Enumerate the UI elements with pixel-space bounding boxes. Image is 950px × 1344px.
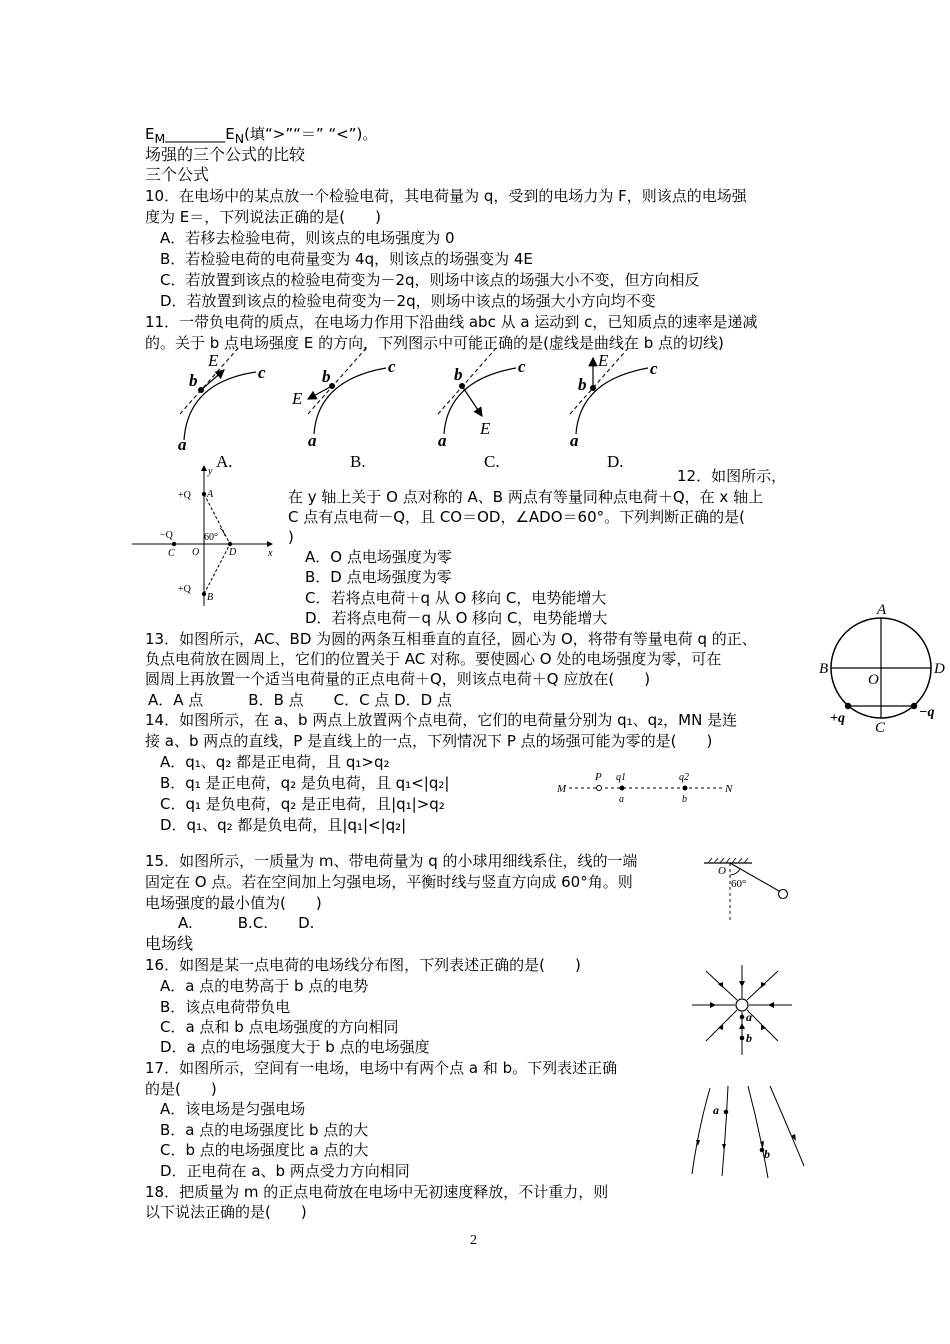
svg-text:A: A: [207, 489, 214, 500]
svg-text:E: E: [480, 419, 491, 438]
svg-text:N: N: [725, 783, 733, 795]
q14-stem-1: 14．如图所示，在 a、b 两点上放置两个点电荷，它们的电荷量分别为 q₁、q₂，MN 是连: [145, 711, 738, 729]
svg-text:b: b: [578, 375, 587, 394]
q13-stem-1: 13．如图所示，AC、BD 为圆的两条互相垂直的直径，圆心为 O，将带有等量电荷 q 的正、: [145, 630, 757, 648]
svg-text:C: C: [875, 720, 886, 736]
svg-text:−Q: −Q: [160, 530, 173, 541]
svg-text:O: O: [718, 865, 726, 877]
q16-stem: 16．如图是某一点电荷的电场线分布图，下列表述正确的是( ): [145, 956, 581, 974]
svg-text:+Q: +Q: [178, 490, 191, 501]
svg-text:O: O: [192, 547, 200, 558]
svg-text:y: y: [208, 466, 213, 477]
q11-figure-b: [291, 346, 396, 450]
svg-text:B: B: [207, 592, 214, 603]
q11-figures: [172, 352, 672, 452]
svg-text:E: E: [208, 351, 219, 370]
q16-option-a: A．a 点的电势高于 b 点的电势: [160, 977, 369, 995]
q14-option-d: D．q₁、q₂ 都是负电荷，且|q₁|<|q₂|: [160, 816, 407, 834]
section-heading-three-formulas: 三个公式: [145, 165, 210, 184]
q16-figure: [688, 963, 798, 1058]
svg-text:b: b: [764, 1147, 770, 1161]
q10-stem-2: 度为 E＝，下列说法正确的是( ): [145, 208, 381, 226]
q12-stem-1: 在 y 轴上关于 O 点对称的 A、B 两点有等量同种点电荷＋Q，在 x 轴上: [288, 488, 764, 506]
q13-stem-3: 圆周上再放置一个适当电荷量的正点电荷＋Q，则该点电荷＋Q 应放在( ): [145, 670, 651, 688]
q11-stem-1: 11．一带负电荷的质点，在电场力作用下沿曲线 abc 从 a 运动到 c，已知质点的速率是递减: [145, 313, 758, 331]
q17-figure: [686, 1080, 811, 1180]
q10-option-d: D．若放置到该点的检验电荷变为－2q，则场中该点的场强大小方向均不变: [160, 292, 656, 310]
q14-option-b: B．q₁ 是正电荷，q₂ 是负电荷，且 q₁<|q₂|: [160, 774, 450, 792]
q13-options: A．A 点 B．B 点 C．C 点 D．D 点: [148, 691, 452, 709]
svg-text:E: E: [292, 389, 303, 408]
q12-option-a: A．O 点电场强度为零: [305, 548, 452, 566]
q11-stem-2: 的。关于 b 点电场强度 E 的方向，下列图示中可能正确的是(虚线是曲线在 b 点的切线): [145, 334, 724, 352]
q12-stem-2: C 点有点电荷－Q，且 CO＝OD，∠ADO＝60°。下列判断正确的是(: [288, 508, 745, 526]
page-number: 2: [470, 1233, 477, 1248]
svg-text:q1: q1: [616, 772, 626, 783]
q17-option-d: D．正电荷在 a、b 两点受力方向相同: [160, 1162, 410, 1180]
q16-option-d: D．a 点的电场强度大于 b 点的电场强度: [160, 1038, 430, 1056]
svg-text:a: a: [570, 431, 579, 450]
q17-option-a: A．该电场是匀强电场: [160, 1100, 306, 1118]
svg-text:a: a: [713, 1103, 719, 1117]
svg-text:D: D: [229, 547, 237, 558]
q15-stem-2: 固定在 O 点。若在空间加上匀强电场，平衡时线与竖直方向成 60°角。则: [145, 873, 633, 891]
svg-text:a: a: [438, 431, 447, 450]
svg-text:+Q: +Q: [178, 584, 191, 595]
q16-option-c: C．a 点和 b 点电场强度的方向相同: [160, 1018, 399, 1036]
svg-text:q2: q2: [679, 772, 689, 783]
svg-text:60°: 60°: [731, 878, 747, 890]
svg-text:b: b: [454, 365, 463, 384]
q11-figure-a: [178, 346, 266, 454]
q12-option-c: C．若将点电荷＋q 从 O 移向 C，电势能增大: [305, 589, 607, 607]
q11-figure-d: [570, 346, 658, 450]
svg-text:M: M: [557, 783, 567, 795]
q15-stem-1: 15．如图所示，一质量为 m、带电荷量为 q 的小球用细线系住，线的一端: [145, 852, 638, 870]
svg-text:c: c: [518, 357, 526, 376]
q11-figure-c: [438, 346, 526, 450]
svg-text:B: B: [819, 661, 829, 677]
svg-text:C: C: [168, 548, 175, 559]
svg-text:+q: +q: [830, 711, 845, 726]
q12-option-b: B．D 点电场强度为零: [305, 568, 452, 586]
q11-option-a-label[interactable]: A.: [216, 452, 233, 471]
q16-option-b: B．该点电荷带负电: [160, 998, 291, 1016]
q11-option-d-label[interactable]: D.: [607, 452, 624, 471]
q17-option-b: B．a 点的电场强度比 b 点的大: [160, 1121, 369, 1139]
svg-text:O: O: [868, 672, 879, 688]
svg-text:b: b: [682, 794, 687, 805]
section-heading-compare: 场强的三个公式的比较: [145, 145, 306, 164]
q13-figure: [818, 602, 950, 734]
q15-figure: [700, 855, 795, 925]
q18-stem-1: 18．把质量为 m 的正点电荷放在电场中无初速度释放，不计重力，则: [145, 1183, 609, 1201]
q15-options: A. B.C. D.: [178, 914, 315, 932]
svg-text:60°: 60°: [204, 532, 218, 543]
fill-blank-line: $E_M\_\_\_\_\_\_\_\_E_N$(填“>”“＝” “<”)。: [145, 125, 378, 146]
svg-text:x: x: [268, 548, 273, 559]
svg-text:b: b: [189, 371, 198, 390]
q14-option-c: C．q₁ 是负电荷，q₂ 是正电荷，且|q₁|>q₂: [160, 795, 445, 813]
svg-text:P: P: [595, 771, 602, 783]
q14-option-a: A．q₁、q₂ 都是正电荷，且 q₁>q₂: [160, 753, 390, 771]
svg-text:b: b: [746, 1031, 752, 1045]
svg-text:E: E: [598, 351, 609, 370]
svg-text:c: c: [388, 357, 396, 376]
svg-text:c: c: [650, 359, 658, 378]
svg-text:−q: −q: [919, 705, 935, 720]
q12-stem-3: ): [288, 528, 294, 546]
q10-option-a: A．若移去检验电荷，则该点的电场强度为 0: [160, 229, 455, 247]
q12-stem-0: 12．如图所示，: [677, 467, 787, 485]
q13-stem-2: 负点电荷放在圆周上，它们的位置关于 AC 对称。要使圆心 O 处的电场强度为零，可在: [145, 650, 722, 668]
svg-text:a: a: [178, 435, 187, 454]
q12-figure: [130, 462, 280, 612]
q14-figure: [553, 768, 743, 808]
svg-text:A: A: [877, 602, 887, 618]
q10-stem-1: 10．在电场中的某点放一个检验电荷，其电荷量为 q，受到的电场力为 F，则该点的电场强: [145, 187, 747, 205]
q15-stem-3: 电场强度的最小值为( ): [145, 894, 322, 912]
svg-text:a: a: [746, 1010, 752, 1024]
section-heading-field-lines: 电场线: [145, 934, 194, 953]
q17-stem-1: 17．如图所示，空间有一电场，电场中有两个点 a 和 b。下列表述正确: [145, 1059, 618, 1077]
svg-text:c: c: [258, 363, 266, 382]
q12-option-d: D．若将点电荷－q 从 O 移向 C，电势能增大: [305, 609, 608, 627]
svg-text:D: D: [934, 661, 945, 677]
q14-stem-2: 接 a、b 两点的直线，P 是直线上的一点，下列情况下 P 点的场强可能为零的是( ): [145, 732, 713, 750]
svg-text:b: b: [322, 367, 331, 386]
q18-stem-2: 以下说法正确的是( ): [145, 1203, 307, 1221]
q10-option-b: B．若检验电荷的电荷量变为 4q，则该点的场强变为 4E: [160, 250, 533, 268]
q17-option-c: C．b 点的电场强度比 a 点的大: [160, 1141, 369, 1159]
svg-text:a: a: [619, 794, 624, 805]
q11-option-c-label[interactable]: C.: [484, 452, 500, 471]
q11-option-b-label[interactable]: B.: [350, 452, 366, 471]
svg-text:a: a: [308, 431, 317, 450]
q10-option-c: C．若放置到该点的检验电荷变为－2q，则场中该点的场强大小不变，但方向相反: [160, 271, 700, 289]
q17-stem-2: 的是( ): [145, 1080, 217, 1098]
